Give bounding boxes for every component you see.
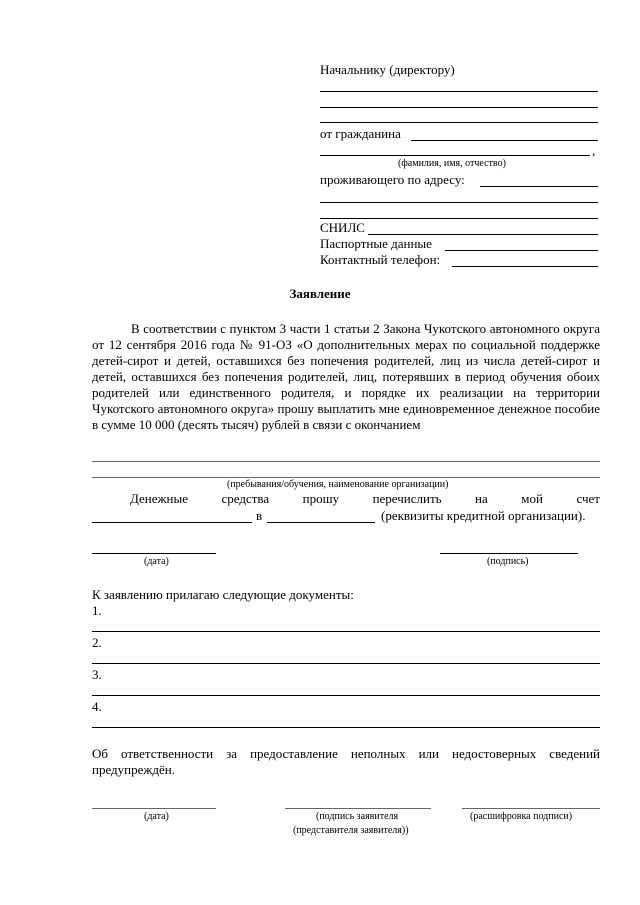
completion-line-1 <box>92 461 600 462</box>
representative-signature-caption: (представителя заявителя)) <box>293 825 409 836</box>
address-label: проживающего по адресу: <box>320 172 465 187</box>
signature-line <box>440 553 578 554</box>
fio-line <box>320 155 590 156</box>
transfer-word: Денежные <box>130 491 188 506</box>
signature-decoding-caption: (расшифровка подписи) <box>470 811 573 822</box>
addressee-line-2 <box>320 107 598 108</box>
final-date-line <box>92 808 216 809</box>
phone-label: Контактный телефон: <box>320 252 441 267</box>
transfer-sentence <box>130 491 600 507</box>
attachment-item-number: 3. <box>92 667 102 682</box>
fio-caption: (фамилия, имя, отчество) <box>398 158 506 169</box>
attachment-item-number: 1. <box>92 603 102 618</box>
transfer-word: счет <box>576 491 600 506</box>
applicant-signature-line <box>285 808 431 809</box>
phone-line <box>452 266 598 267</box>
address-line-2 <box>320 202 598 203</box>
final-date-caption: (дата) <box>144 811 169 822</box>
from-citizen-label: от гражданина <box>320 126 401 141</box>
transfer-word: мой <box>521 491 543 506</box>
attachment-line <box>92 727 600 728</box>
from-citizen-line <box>411 140 598 141</box>
fio-comma: , <box>592 143 596 158</box>
address-line-3 <box>320 218 598 219</box>
account-number-line <box>92 522 252 523</box>
attachment-item-number: 4. <box>92 699 102 714</box>
signature-caption: (подпись) <box>487 556 529 567</box>
signature-decoding-line <box>462 808 600 809</box>
snils-line <box>368 234 598 235</box>
passport-line <box>445 250 598 251</box>
date-caption: (дата) <box>144 556 169 567</box>
bank-details-caption: (реквизиты кредитной организации). <box>381 508 586 523</box>
addressee-line-1 <box>320 91 598 92</box>
attachment-line <box>92 663 600 664</box>
attachment-item-number: 2. <box>92 635 102 650</box>
passport-label: Паспортные данные <box>320 236 432 251</box>
study-caption: (пребывания/обучения, наименование организации) <box>227 479 449 490</box>
snils-label: СНИЛС <box>320 220 365 235</box>
addressee-label: Начальнику (директору) <box>320 62 455 77</box>
bank-details-line <box>267 522 375 523</box>
completion-line-2 <box>92 477 600 478</box>
in-word: в <box>256 508 263 523</box>
date-line <box>92 553 216 554</box>
attachments-heading: К заявлению прилагаю следующие документы: <box>92 587 354 602</box>
transfer-word: средства <box>221 491 270 506</box>
applicant-signature-caption: (подпись заявителя <box>316 811 399 822</box>
attachment-line <box>92 695 600 696</box>
transfer-word: прошу <box>302 491 340 506</box>
attachment-line <box>92 631 600 632</box>
responsibility-statement: Об ответственности за предоставление неполных или недостоверных сведений предупреждён. <box>92 746 600 777</box>
addressee-line-3 <box>320 122 598 123</box>
transfer-word: перечислить <box>372 491 442 506</box>
application-body-paragraph: В соответствии с пунктом 3 части 1 статьи 2 Закона Чукотского автономного округа от 12 сентября 2016 года № 91-ОЗ «О дополнительных мерах по социальной поддержке детей-сирот и детей, оставшихся без попечения родителей, лиц из числа детей-сирот и детей, оставшихся без попечения родителей, лиц, потерявших в период обучения обоих родителей или единственного родителя, и порядке их реализации на территории Чукотского автономного округа» прошу выплатить мне единовременное денежное пособие в сумме 10 000 (десять тысяч) рублей в связи с окончанием <box>92 321 600 432</box>
transfer-word: на <box>475 491 488 506</box>
document-title: Заявление <box>289 286 351 301</box>
address-line-1 <box>480 186 598 187</box>
